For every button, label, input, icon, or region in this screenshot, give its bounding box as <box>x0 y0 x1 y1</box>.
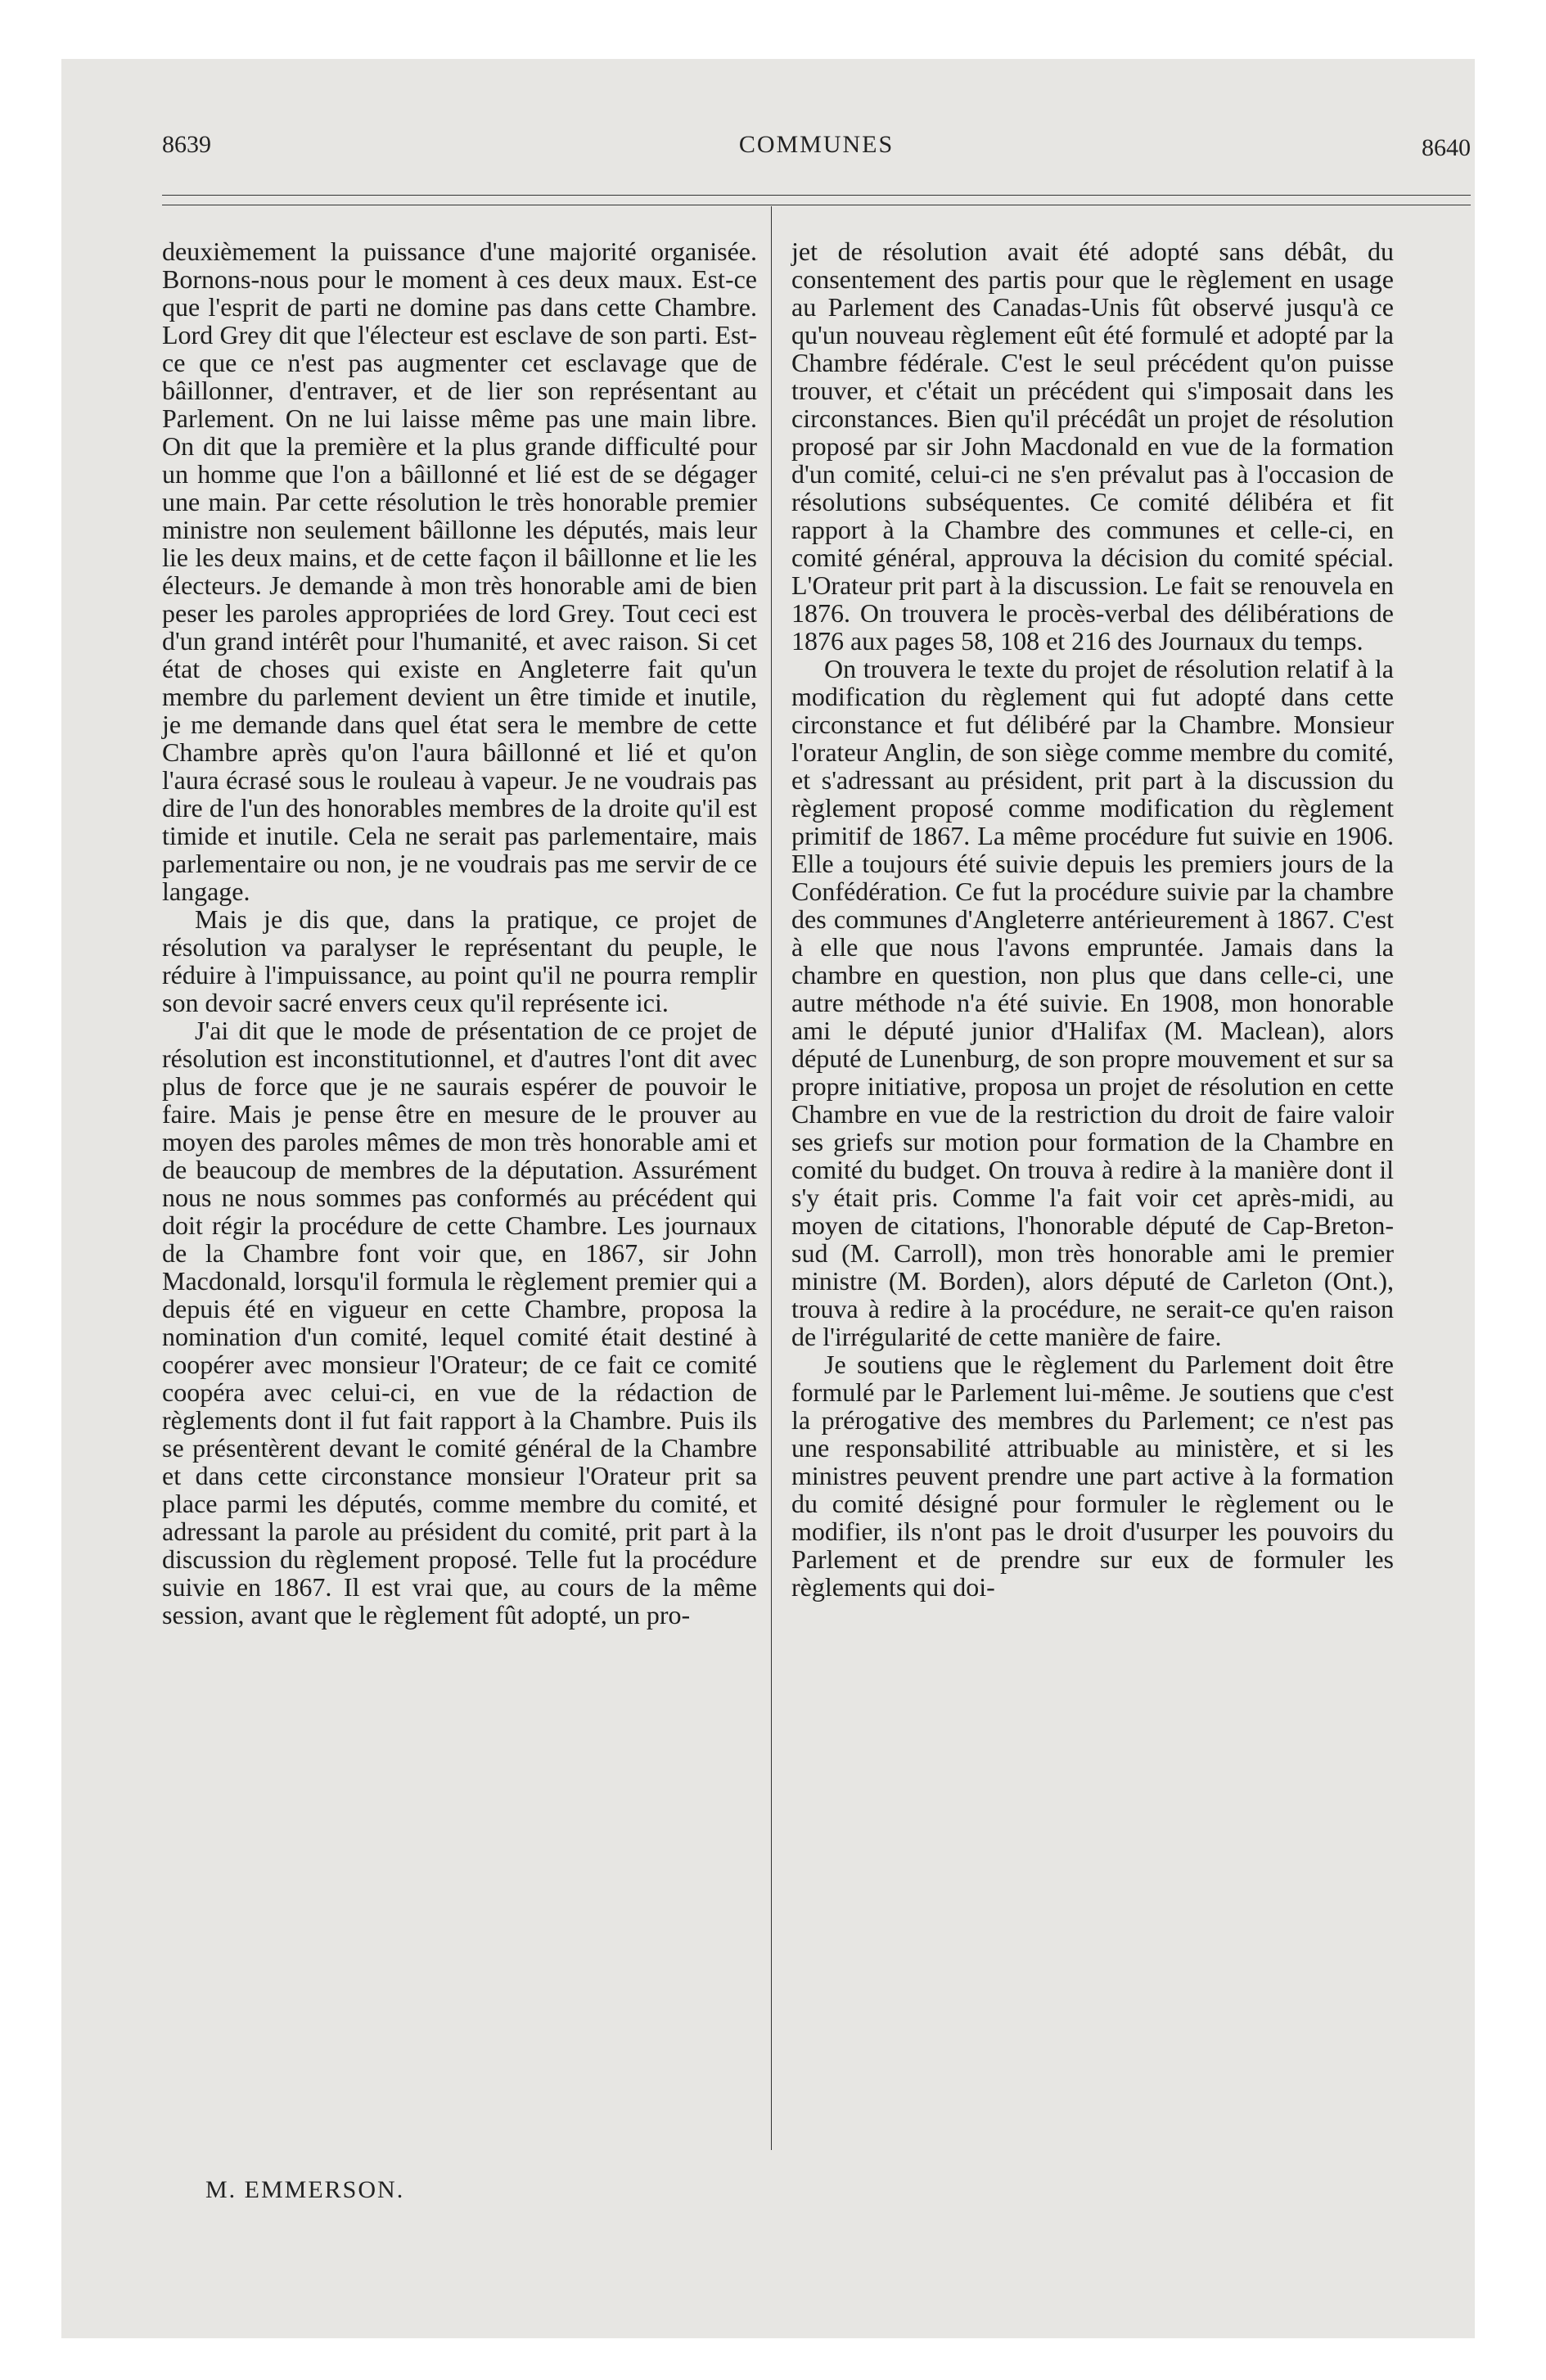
left-paragraph: Mais je dis que, dans la pratique, ce projet de résolution va paralyser le représentant du peuple, le réduire à l'impuissance, au point qu'il ne pourra remplir son devoir sacré envers ceux qu'il représente ici. <box>162 904 757 1017</box>
left-paragraph: J'ai dit que le mode de présentation de ce projet de résolution est inconstitutionnel, et d'autres l'ont dit avec plus de force que je ne saurais espérer de pouvoir le faire. Mais je pense être en mesure de le prouver au moyen des paroles mêmes de mon très honorable ami et de beaucoup de membres de la députation. Assurément nous ne nous sommes pas conformés au précédent qui doit régir la procédure de cette Chambre. Les journaux de la Chambre font voir que, en 1867, sir John Macdonald, lorsqu'il formula le règlement premier qui a depuis été en vigueur en cette Chambre, proposa la nomination d'un comité, lequel comité était destiné à coopérer avec monsieur l'Orateur; de ce fait ce comité coopéra avec celui-ci, en vue de la rédaction de règlements dont il fut fait rapport à la Chambre. Puis ils se présentèrent devant le comité général de la Chambre et dans cette circonstance monsieur l'Orateur prit sa place parmi les députés, comme membre du comité, et adressant la parole au président du comité, prit part à la discussion du règlement proposé. Telle fut la procédure suivie en 1867. Il est vrai que, au cours de la même session, avant que le règlement fût adopté, un pro- <box>162 1016 757 1629</box>
left-page-number: 8639 <box>162 131 211 158</box>
right-paragraph: Je soutiens que le règlement du Parlement doit être formulé par le Parlement lui-même. Je soutiens que c'est la prérogative des membres du Parlement; ce n'est pas une responsabilité attribuable au ministère, et si les ministres peuvent prendre une part active à la formation du comité désigné pour formuler le règlement ou le modifier, ils n'ont pas le droit d'usurper les pouvoirs du Parlement et de prendre sur eux de formuler les règlements qui doi- <box>791 1350 1394 1602</box>
page-header <box>162 131 1471 174</box>
header-rule-top <box>162 195 1471 196</box>
right-column <box>791 237 1394 1601</box>
left-column <box>162 237 757 1629</box>
right-paragraph: jet de résolution avait été adopté sans débât, du consentement des partis pour que le règlement en usage au Parlement des Canadas-Unis fût observé jusqu'à ce qu'un nouveau règlement eût été formulé et adopté par la Chambre fédérale. C'est le seul précédent qu'on puisse trouver, et c'était un précédent qui s'imposait dans les circonstances. Bien qu'il précédât un projet de résolution proposé par sir John Macdonald en vue de la formation d'un comité, celui-ci ne s'en prévalut pas à l'occasion de résolutions subséquentes. Ce comité délibéra et fit rapport à la Chambre des communes et celle-ci, en comité général, approuva la décision du comité spécial. L'Orateur prit part à la discussion. Le fait se renouvela en 1876. On trouvera le procès-verbal des délibérations de 1876 aux pages 58, 108 et 216 des Journaux du temps. <box>791 237 1394 656</box>
running-title: COMMUNES <box>738 131 895 158</box>
right-page-number: 8640 <box>1422 134 1471 161</box>
column-divider <box>771 206 772 2150</box>
right-paragraph: On trouvera le texte du projet de résolution relatif à la modification du règlement qui fut adopté dans cette circonstance et fut délibéré par la Chambre. Monsieur l'orateur Anglin, de son siège comme membre du comité, et s'adressant au président, prit part à la discussion du règlement proposé comme modification du règlement primitif de 1867. La même procédure fut suivie en 1906. Elle a toujours été suivie depuis les premiers jours de la Confédération. Ce fut la procédure suivie par la chambre des communes d'Angleterre antérieurement à 1867. C'est à elle que nous l'avons empruntée. Jamais dans la chambre en question, non plus que dans celle-ci, une autre méthode n'a été suivie. En 1908, mon honorable ami le député junior d'Halifax (M. Maclean), alors député de Lunenburg, de son propre mouvement et sur sa propre initiative, proposa un projet de résolution en cette Chambre en vue de la restriction du droit de faire valoir ses griefs sur motion pour formation de la Chambre en comité du budget. On trouva à redire à la manière dont il s'y était pris. Comme l'a fait voir cet après-midi, au moyen de citations, l'honorable député de Cap-Breton-sud (M. Carroll), mon très honorable ami le premier ministre (M. Borden), alors député de Carleton (Ont.), trouva à redire à la procédure, ne serait-ce qu'en raison de l'irrégularité de cette manière de faire. <box>791 654 1394 1351</box>
running-speaker-name: M. EMMERSON. <box>205 2176 405 2203</box>
left-paragraph: deuxièmement la puissance d'une majorité organisée. Bornons-nous pour le moment à ces deux maux. Est-ce que l'esprit de parti ne domine pas dans cette Chambre. Lord Grey dit que l'électeur est esclave de son parti. Est-ce que ce n'est pas augmenter cet esclavage que de bâillonner, d'entraver, et de lier son représentant au Parlement. On ne lui laisse même pas une main libre. On dit que la première et la plus grande difficulté pour un homme que l'on a bâillonné et lié est de se dégager une main. Par cette résolution le très honorable premier ministre non seulement bâillonne les députés, mais leur lie les deux mains, et de cette façon il bâillonne et lie les électeurs. Je demande à mon très honorable ami de bien peser les paroles appropriées de lord Grey. Tout ceci est d'un grand intérêt pour l'humanité, et avec raison. Si cet état de choses qui existe en Angleterre fait qu'un membre du parlement devient un être timide et inutile, je me demande dans quel état sera le membre de cette Chambre après qu'on l'aura bâillonné et lié et qu'on l'aura écrasé sous le rouleau à vapeur. Je ne voudrais pas dire de l'un des honorables membres de la droite qu'il est timide et inutile. Cela ne serait pas parlementaire, mais parlementaire ou non, je ne voudrais pas me servir de ce langage. <box>162 237 757 906</box>
